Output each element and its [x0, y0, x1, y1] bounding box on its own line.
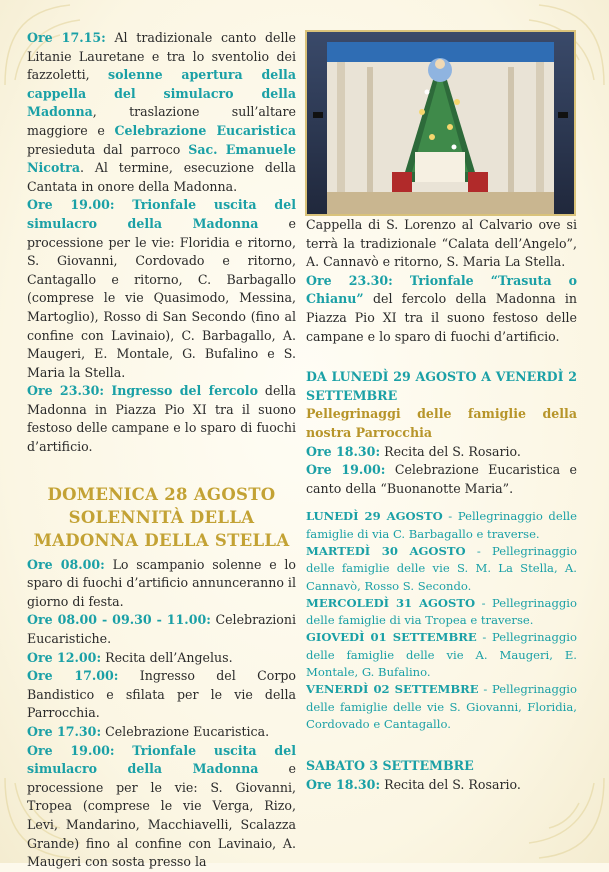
paragraph-23-30: Ore 23.30: Ingresso del fercolo della Madonna in Piazza Pio XI tra il suono festoso delle campane e lo sparo di fuochi d’artificio.: [27, 383, 296, 455]
paragraph-19-00: Ore 19.00: Trionfale uscita del simulacro della Madonna e processione per le vie: Floridia e ritorno, S. Giovanni, Cordovado e ritorno, Cantagallo e ritorno, C. Barbagallo (comprese le vie Quasimodo, Messina, Martoglio), Rosso di San Secondo (fino al confine con Lavinaio), C. Barbagallo, A. Maugeri, E. Montale, G. Bufalino e S. Maria la Stella.: [27, 197, 296, 380]
highlight: Ore 23.30: Trionfale “Trasuta o Chianu”: [306, 272, 577, 307]
highlight: Ore 23.30: Ingresso del fercolo: [27, 383, 258, 399]
paragraph-17-15: Ore 17.15: Al tradizionale canto delle Litanie Lauretane e tra lo sventolio dei fazzoletti, solenne apertura della cappella del simulacro della Madonna, traslazione sull’altare maggiore e Celebrazione Eucaristica presieduta dal parroco Sac. Emanuele Nicotra. Al termine, esecuzione della Cantata in onore della Madonna.: [27, 30, 297, 194]
pilgrimage-day: MERCOLEDÌ 31 AGOSTO - Pellegrinaggio delle famiglie di via Tropea e traverse.: [306, 595, 577, 628]
schedule-item: Ore 08.00 - 09.30 - 11.00: Celebrazioni Eucaristiche.: [27, 612, 297, 647]
schedule-item: Ore 18.30: Recita del S. Rosario.: [306, 443, 521, 459]
pilgrimage-day: GIOVEDÌ 01 SETTEMBRE - Pellegrinaggio delle famiglie delle vie A. Maugeri, E. Montale, G. Bufalino.: [306, 630, 577, 679]
section-subheading: Pellegrinaggi delle famiglie della nostra Parrocchia: [306, 406, 577, 440]
section-title: DOMENICA 28 AGOSTO SOLENNITÀ DELLA MADONNA DELLA STELLA: [33, 484, 290, 550]
schedule-item: Ore 12.00: Recita dell’Angelus.: [27, 649, 233, 665]
left-column: [27, 29, 296, 872]
schedule-item: Ore 19.00: Trionfale uscita del simulacro della Madonna e processione per le vie: S. Giovanni, Tropea (comprese le vie Verga, Rizo, Levi, Mandarino, Macchiavelli, Scalazza Grande) fino al confine con Lavinaio, A. Maugeri con sosta presso la: [27, 742, 296, 870]
schedule-item: Ore 17.30: Celebrazione Eucaristica.: [27, 724, 270, 739]
paragraph-calvario: Cappella di S. Lorenzo al Calvario ove si terrà la tradizionale “Calata dell’Angelo”, A. Cannavò e ritorno, S. Maria La Stella.: [306, 217, 577, 270]
right-column: [306, 26, 577, 794]
pilgrimage-day: VENERDÌ 02 SETTEMBRE - Pellegrinaggio delle famiglie delle vie S. Giovanni, Floridia, Cordovado e Cantagallo.: [306, 682, 577, 731]
schedule-item: Ore 17.00: Ingresso del Corpo Bandistico e sfilata per le vie della Parrocchia.: [27, 668, 297, 721]
highlight: Sac. Emanuele Nicotra: [27, 141, 296, 176]
pilgrimage-day: LUNEDÌ 29 AGOSTO - Pellegrinaggio delle famiglie di via C. Barbagallo e traverse.: [306, 509, 577, 541]
time-label: Ore 17.15:: [27, 30, 106, 45]
schedule-item: Ore 18.30: Recita del S. Rosario.: [306, 776, 521, 792]
highlight: Celebrazione Eucaristica: [114, 122, 296, 138]
section-heading: SABATO 3 SETTEMBRE: [306, 758, 474, 774]
highlight: solenne apertura della cappella del simulacro della Madonna: [27, 67, 296, 120]
paragraph-23-30: Ore 23.30: Trionfale “Trasuta o Chianu” del fercolo della Madonna in Piazza Pio XI tra il suono festoso delle campane e lo sparo di fuochi d’artificio.: [306, 272, 577, 344]
section-heading: DA LUNEDÌ 29 AGOSTO A VENERDÌ 2 SETTEMBRE: [306, 369, 577, 403]
highlight: Ore 19.00: Trionfale uscita del simulacro della Madonna: [27, 197, 296, 231]
pilgrimage-day: MARTEDÌ 30 AGOSTO - Pellegrinaggio delle famiglie delle vie S. M. La Stella, A. Cannavò, Rosso S. Secondo.: [306, 543, 577, 593]
schedule-item: Ore 19.00: Celebrazione Eucaristica e canto della “Buonanotte Maria”.: [306, 462, 577, 496]
schedule-item: Ore 08.00: Lo scampanio solenne e lo sparo di fuochi d’artificio annunceranno il giorno di festa.: [27, 556, 296, 609]
